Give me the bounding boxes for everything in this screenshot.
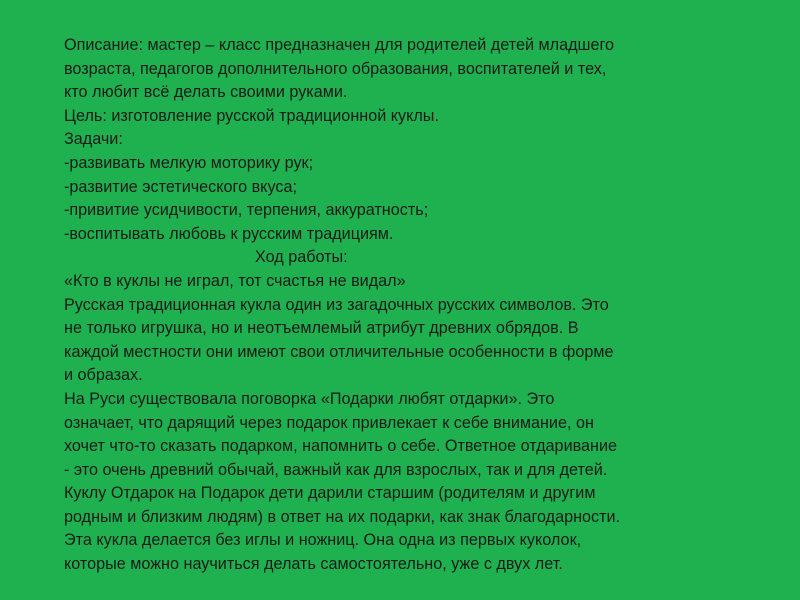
task-item: -развитие эстетического вкуса; bbox=[64, 177, 297, 196]
paragraph-line: каждой местности они имеют свои отличительные особенности в форме bbox=[64, 342, 614, 361]
paragraph-line: хочет что-то сказать подарком, напомнить о себе. Ответное отдаривание bbox=[64, 437, 618, 456]
task-item: -привитие усидчивости, терпения, аккуратность; bbox=[64, 201, 429, 220]
paragraph-line: родным и близким людям) в ответ на их подарки, как знак благодарности. bbox=[64, 507, 621, 526]
paragraph-line: означает, что дарящий через подарок привлекает к себе внимание, он bbox=[64, 413, 594, 432]
goal-text: Цель: изготовление русской традиционной куклы. bbox=[64, 106, 439, 125]
description-line: Описание: мастер – класс предназначен для родителей детей младшего bbox=[64, 36, 615, 54]
paragraph-line: Русская традиционная кукла один из загадочных русских символов. Это bbox=[64, 295, 609, 314]
tasks-title: Задачи: bbox=[64, 130, 123, 149]
paragraph-line: которые можно научиться делать самостоятельно, уже с двух лет. bbox=[64, 555, 563, 574]
task-item: -воспитывать любовь к русским традициям. bbox=[64, 224, 394, 243]
task-item: -развивать мелкую моторику рук; bbox=[64, 153, 314, 172]
quote-text: «Кто в куклы не играл, тот счастья не видал» bbox=[64, 271, 406, 290]
description-line: возраста, педагогов дополнительного образования, воспитателей и тех, bbox=[64, 59, 607, 78]
paragraph-line: На Руси существовала поговорка «Подарки любят отдарки». Это bbox=[64, 389, 555, 408]
paragraph-line: не только игрушка, но и неотъемлемый атрибут древних обрядов. В bbox=[64, 319, 579, 338]
section-heading: Ход работы: bbox=[255, 248, 348, 267]
paragraph-line: - это очень древний обычай, важный как для взрослых, так и для детей. bbox=[64, 460, 608, 479]
paragraph-line: Эта кукла делается без иглы и ножниц. Она одна из первых куколок, bbox=[64, 531, 582, 550]
slide-text-block bbox=[64, 34, 754, 577]
paragraph-line: Куклу Отдарок на Подарок дети дарили старшим (родителям и другим bbox=[64, 484, 596, 503]
description-line: кто любит всё делать своими руками. bbox=[64, 83, 348, 102]
paragraph-line: и образах. bbox=[64, 366, 143, 385]
